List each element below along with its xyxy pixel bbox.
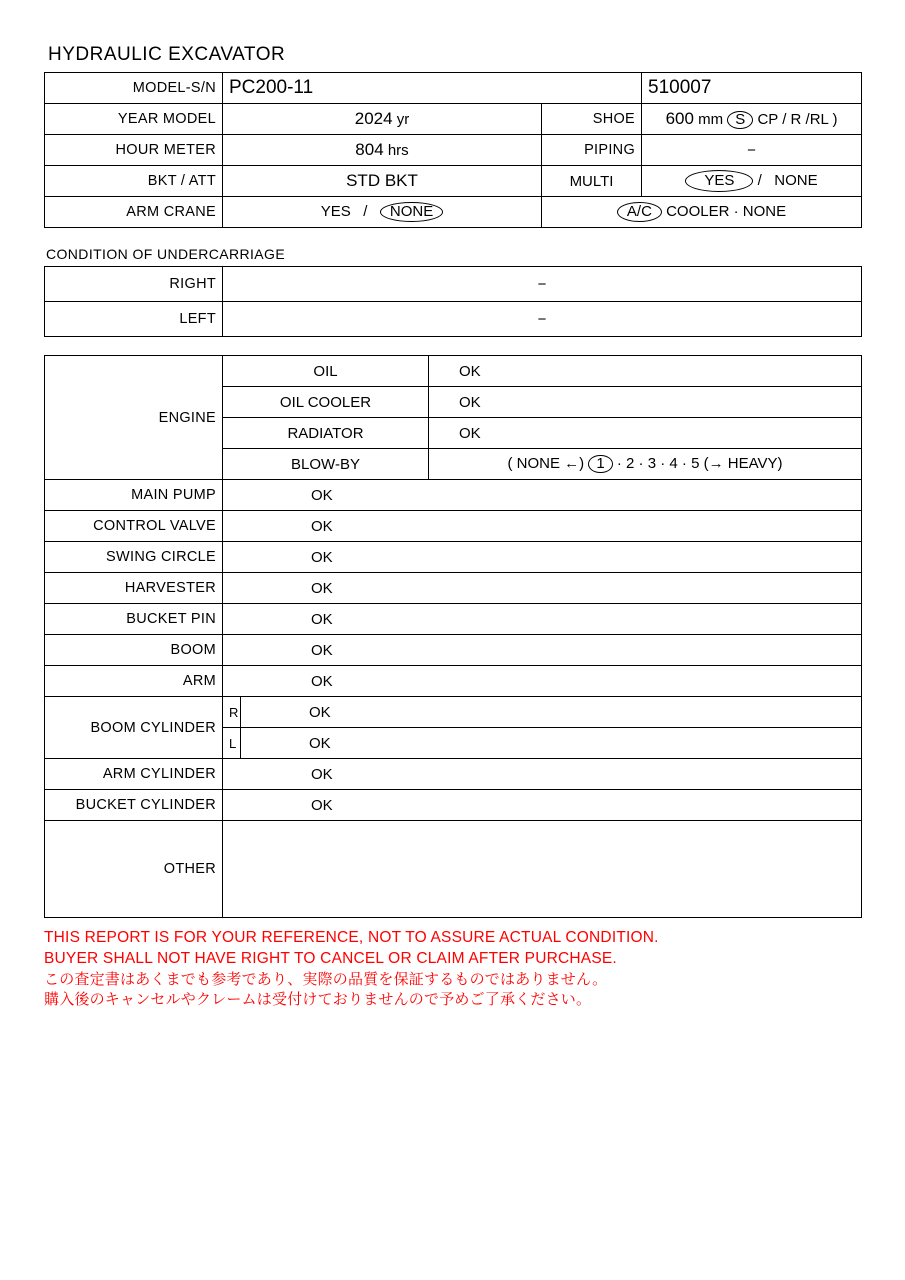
harvester-value: OK bbox=[223, 573, 862, 604]
bucket-pin-value: OK bbox=[223, 604, 862, 635]
ac-option: A/C bbox=[617, 202, 662, 222]
disclaimer-notes bbox=[44, 928, 861, 1010]
undercarriage-section-label: CONDITION OF UNDERCARRIAGE bbox=[46, 246, 286, 262]
ac-cooler-cell bbox=[542, 197, 862, 228]
hour-meter-value bbox=[223, 135, 542, 166]
table-row bbox=[45, 135, 862, 166]
year-model-label: YEAR MODEL bbox=[45, 104, 223, 135]
engine-oil-label: OIL bbox=[223, 356, 429, 387]
main-pump-value: OK bbox=[223, 480, 862, 511]
undercarriage-right-label: RIGHT bbox=[45, 267, 223, 302]
blowby-suffix: (→ HEAVY) bbox=[703, 455, 783, 473]
arm-crane-label: ARM CRANE bbox=[45, 197, 223, 228]
boom-label: BOOM bbox=[45, 635, 223, 666]
control-valve-value: OK bbox=[223, 511, 862, 542]
boom-value: OK bbox=[223, 635, 862, 666]
serial-value: 510007 bbox=[642, 73, 862, 104]
hour-meter-label: HOUR METER bbox=[45, 135, 223, 166]
year-model-value bbox=[223, 104, 542, 135]
arm-value: OK bbox=[223, 666, 862, 697]
engine-label: ENGINE bbox=[45, 356, 223, 480]
multi-yes-option: YES bbox=[685, 170, 753, 192]
table-row bbox=[45, 697, 862, 728]
undercarriage-left-value: − bbox=[223, 302, 862, 337]
table-row bbox=[45, 604, 862, 635]
multi-label: MULTI bbox=[542, 166, 642, 197]
engine-oil-cooler-label: OIL COOLER bbox=[223, 387, 429, 418]
multi-none-option: NONE bbox=[774, 172, 818, 190]
blowby-prefix: ( NONE ←) bbox=[507, 455, 585, 473]
shoe-unit: mm bbox=[698, 111, 724, 128]
multi-value-cell bbox=[642, 166, 862, 197]
table-row bbox=[45, 480, 862, 511]
table-row bbox=[45, 356, 862, 387]
table-row bbox=[45, 542, 862, 573]
blowby-scale-cell: ( NONE ←) 1 · 2 · 3 · 4 · 5 (→ HEAVY) bbox=[429, 449, 862, 480]
blowby-level-4: 4 bbox=[669, 455, 678, 473]
control-valve-label: CONTROL VALVE bbox=[45, 511, 223, 542]
boom-cylinder-right-value: OK bbox=[241, 697, 862, 728]
table-row bbox=[45, 759, 862, 790]
piping-value: − bbox=[642, 135, 862, 166]
swing-circle-label: SWING CIRCLE bbox=[45, 542, 223, 573]
swing-circle-value: OK bbox=[223, 542, 862, 573]
main-pump-label: MAIN PUMP bbox=[45, 480, 223, 511]
arm-crane-value-cell: YES / NONE bbox=[223, 197, 542, 228]
undercarriage-table bbox=[44, 266, 862, 337]
boom-cylinder-right-side: R bbox=[223, 697, 241, 728]
table-row bbox=[45, 302, 862, 337]
page-title: HYDRAULIC EXCAVATOR bbox=[48, 44, 286, 65]
disclaimer-line-1: THIS REPORT IS FOR YOUR REFERENCE, NOT TO ASSURE ACTUAL CONDITION. bbox=[44, 929, 659, 946]
bucket-cylinder-label: BUCKET CYLINDER bbox=[45, 790, 223, 821]
table-row bbox=[45, 267, 862, 302]
hour-meter-number: 804 bbox=[355, 140, 384, 159]
hour-meter-unit: hrs bbox=[387, 142, 409, 159]
engine-oil-value: OK bbox=[429, 356, 862, 387]
shoe-label: SHOE bbox=[542, 104, 642, 135]
engine-radiator-label: RADIATOR bbox=[223, 418, 429, 449]
bkt-att-value: STD BKT bbox=[223, 166, 542, 197]
ac-rest-options: COOLER · NONE bbox=[666, 203, 787, 221]
shoe-width: 600 bbox=[665, 109, 694, 128]
shoe-value-cell bbox=[642, 104, 862, 135]
table-row bbox=[45, 666, 862, 697]
model-value: PC200-11 bbox=[223, 73, 642, 104]
table-row bbox=[45, 104, 862, 135]
arm-label: ARM bbox=[45, 666, 223, 697]
arm-crane-none-option: NONE bbox=[380, 202, 443, 222]
bucket-pin-label: BUCKET PIN bbox=[45, 604, 223, 635]
blowby-level-1: 1 bbox=[588, 455, 612, 473]
blowby-level-3: 3 bbox=[647, 455, 657, 473]
disclaimer-line-3: この査定書はあくまでも参考であり、実際の品質を保証するものではありません。 bbox=[44, 970, 608, 988]
arm-crane-yes-option: YES bbox=[320, 203, 351, 221]
undercarriage-left-label: LEFT bbox=[45, 302, 223, 337]
piping-label: PIPING bbox=[542, 135, 642, 166]
bucket-cylinder-value: OK bbox=[223, 790, 862, 821]
table-row bbox=[45, 790, 862, 821]
shoe-type-selected: S bbox=[727, 111, 753, 129]
engine-radiator-value: OK bbox=[429, 418, 862, 449]
blowby-level-5: 5 bbox=[691, 455, 700, 473]
other-label: OTHER bbox=[45, 821, 223, 918]
blowby-level-2: 2 bbox=[626, 455, 635, 473]
table-row bbox=[45, 166, 862, 197]
disclaimer-line-4: 購入後のキャンセルやクレームは受付けておりませんので予めご了承ください。 bbox=[44, 991, 592, 1009]
engine-oil-cooler-value: OK bbox=[429, 387, 862, 418]
boom-cylinder-left-side: L bbox=[223, 728, 241, 759]
harvester-label: HARVESTER bbox=[45, 573, 223, 604]
table-row bbox=[45, 821, 862, 918]
machine-header-table bbox=[44, 72, 862, 228]
year-model-unit: yr bbox=[396, 111, 410, 128]
boom-cylinder-label: BOOM CYLINDER bbox=[45, 697, 223, 759]
arm-cylinder-value: OK bbox=[223, 759, 862, 790]
table-row bbox=[45, 197, 862, 228]
table-row bbox=[45, 635, 862, 666]
undercarriage-right-value: − bbox=[223, 267, 862, 302]
boom-cylinder-left-value: OK bbox=[241, 728, 862, 759]
arm-cylinder-label: ARM CYLINDER bbox=[45, 759, 223, 790]
other-value bbox=[223, 821, 862, 918]
shoe-type-options: CP / R /RL ) bbox=[757, 111, 838, 128]
model-sn-label: MODEL-S/N bbox=[45, 73, 223, 104]
multi-separator: / bbox=[757, 172, 762, 190]
blowby-label: BLOW-BY bbox=[223, 449, 429, 480]
table-row bbox=[45, 73, 862, 104]
bkt-att-label: BKT / ATT bbox=[45, 166, 223, 197]
table-row bbox=[45, 511, 862, 542]
disclaimer-line-2: BUYER SHALL NOT HAVE RIGHT TO CANCEL OR CLAIM AFTER PURCHASE. bbox=[44, 949, 617, 967]
inspection-table bbox=[44, 355, 862, 918]
table-row bbox=[45, 573, 862, 604]
year-model-number: 2024 bbox=[354, 109, 393, 128]
